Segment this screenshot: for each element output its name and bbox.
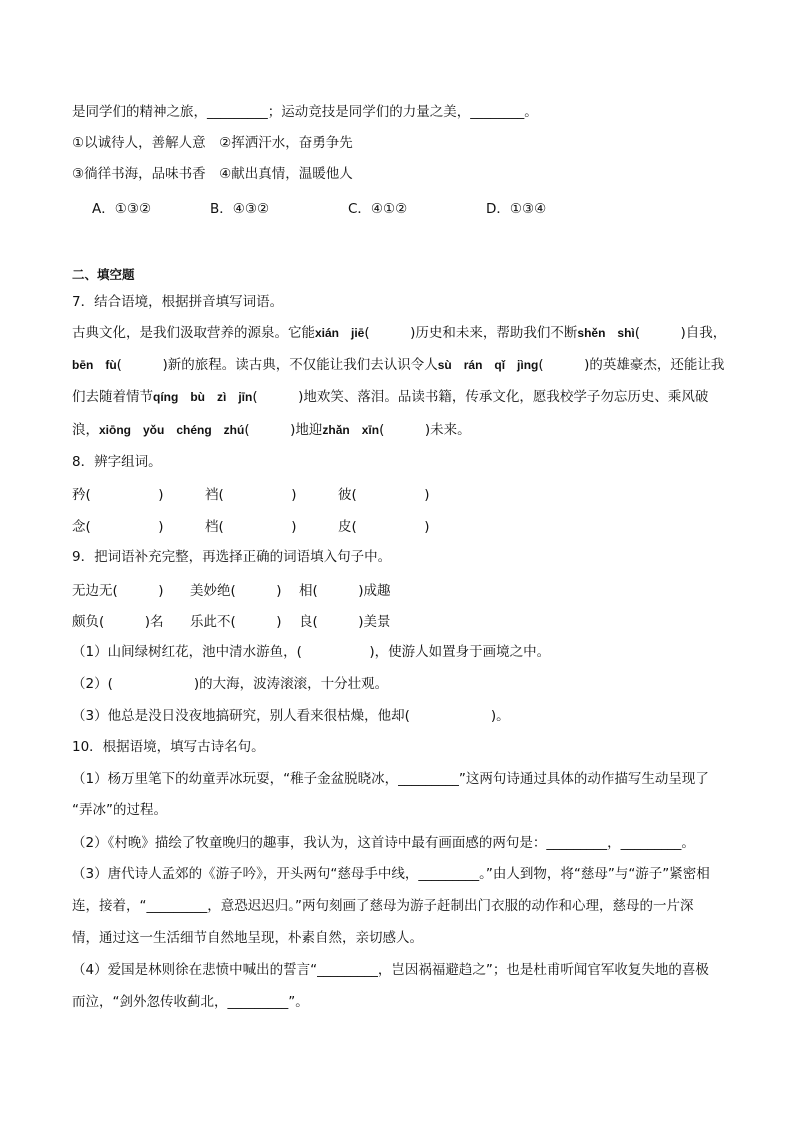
pinyin: xián jiē — [315, 326, 365, 340]
q7-text: 们去随着情节 — [72, 389, 153, 405]
q7-prompt: 7．结合语境，根据拼音填写词语。 — [72, 294, 284, 310]
q7-line-2 — [72, 355, 734, 375]
q8-item: 彼( ) — [338, 487, 430, 503]
q9-idiom: 相( )成趣 — [299, 583, 391, 599]
q10-part-4-line-1: （4）爱国是林则徐在悲愤中喊出的誓言“_________，岂因祸福避趋之”；也是杜甫听闻官军收复失地的喜极 — [72, 962, 709, 978]
q9-idiom: 美妙绝( ) — [190, 583, 282, 599]
q8-item: 皮( ) — [338, 519, 430, 535]
q6-option-b: B．④③② — [210, 201, 270, 217]
q10-part-1-line-1: （1）杨万里笔下的幼童弄冰玩耍，“稚子金盆脱晓冰，_________”这两句诗通过具体的动作描写生动呈现了 — [72, 771, 709, 787]
q10-part-4-line-2: 而泣，“剑外忽传收蓟北，_________”。 — [72, 994, 309, 1010]
q10-part-3-line-3: 情，通过这一生活细节自然地呈现，朴素自然，亲切感人。 — [72, 930, 423, 946]
q8-prompt: 8．辨字组词。 — [72, 454, 162, 470]
q6-choice-line-1: ①以诚待人，善解人意 ②挥洒汗水，奋勇争先 — [72, 135, 353, 151]
q7-text: 浪， — [72, 422, 99, 438]
q10-part-3-line-1: （3）唐代诗人孟郊的《游子吟》，开头两句“慈母手中线，_________。”由人到物，将“慈母”与“游子”紧密相 — [72, 866, 710, 882]
q8-item: 念( ) — [72, 519, 164, 535]
q7-text: 古典文化，是我们汲取营养的源泉。它能 — [72, 325, 315, 341]
q7-line-3 — [72, 387, 734, 407]
q9-sentence-1: （1）山间绿树红花，池中清水游鱼，( )，使游人如置身于画境之中。 — [72, 644, 551, 660]
pinyin: zhǎn xīn — [322, 423, 380, 437]
q8-item: 裆( ) — [205, 487, 297, 503]
q6-option-d: D．①③④ — [486, 201, 547, 217]
q9-prompt: 9．把词语补充完整，再选择正确的词语填入句子中。 — [72, 549, 392, 565]
q10-part-1-line-2: “弄冰”的过程。 — [72, 802, 167, 818]
q7-text: ( )地欢笑、落泪。品读书籍，传承文化，愿我校学子勿忘历史、乘风破 — [252, 389, 709, 405]
q9-sentence-3: （3）他总是没日没夜地搞研究，别人看来很枯燥，他却( )。 — [72, 708, 510, 724]
q7-line-1 — [72, 323, 734, 343]
pinyin: qíng bù zì jīn — [153, 390, 253, 404]
pinyin: bēn fù — [72, 358, 117, 372]
q6-text-line: 是同学们的精神之旅，_________；运动竞技是同学们的力量之美，________。 — [72, 104, 538, 120]
pinyin: sù rán qǐ jìng — [437, 358, 539, 372]
q7-text: ( )地迎 — [244, 422, 323, 438]
q7-text: ( )的英雄豪杰，还能让我 — [538, 357, 725, 373]
q6-choice-line-2: ③徜徉书海，品味书香 ④献出真情，温暖他人 — [72, 166, 353, 182]
q9-idiom: 无边无( ) — [72, 583, 164, 599]
q7-text: ( )新的旅程。读古典，不仅能让我们去认识令人 — [116, 357, 438, 373]
q7-text: ( )历史和未来，帮助我们不断 — [364, 325, 578, 341]
q10-prompt: 10．根据语境，填写古诗名句。 — [72, 739, 265, 755]
q9-sentence-2: （2）( )的大海，波涛滚滚，十分壮观。 — [72, 676, 389, 692]
q6-option-c: C．④①② — [348, 201, 408, 217]
q7-text: ( )未来。 — [379, 422, 471, 438]
q9-idiom: 颇负( )名 — [72, 614, 164, 630]
q8-item: 矜( ) — [72, 487, 164, 503]
pinyin: shěn shì — [577, 326, 635, 340]
section-title: 二、填空题 — [72, 267, 135, 282]
q9-idiom: 乐此不( ) — [190, 614, 282, 630]
q10-part-3-line-2: 连，接着，“_________，意恐迟迟归。”两句刻画了慈母为游子赶制出门衣服的动作和心理，慈母的一片深 — [72, 898, 694, 914]
q9-idiom: 良( )美景 — [299, 614, 391, 630]
q8-item: 档( ) — [205, 519, 297, 535]
q7-text: ( )自我， — [634, 325, 727, 341]
pinyin: xiōng yǒu chéng zhú — [99, 423, 245, 437]
q7-line-4 — [72, 420, 734, 440]
q10-part-2: （2）《村晚》描绘了牧童晚归的趣事，我认为，这首诗中最有画面感的两句是：_________，_________。 — [72, 835, 695, 851]
q6-option-a: A．①③② — [92, 201, 152, 217]
